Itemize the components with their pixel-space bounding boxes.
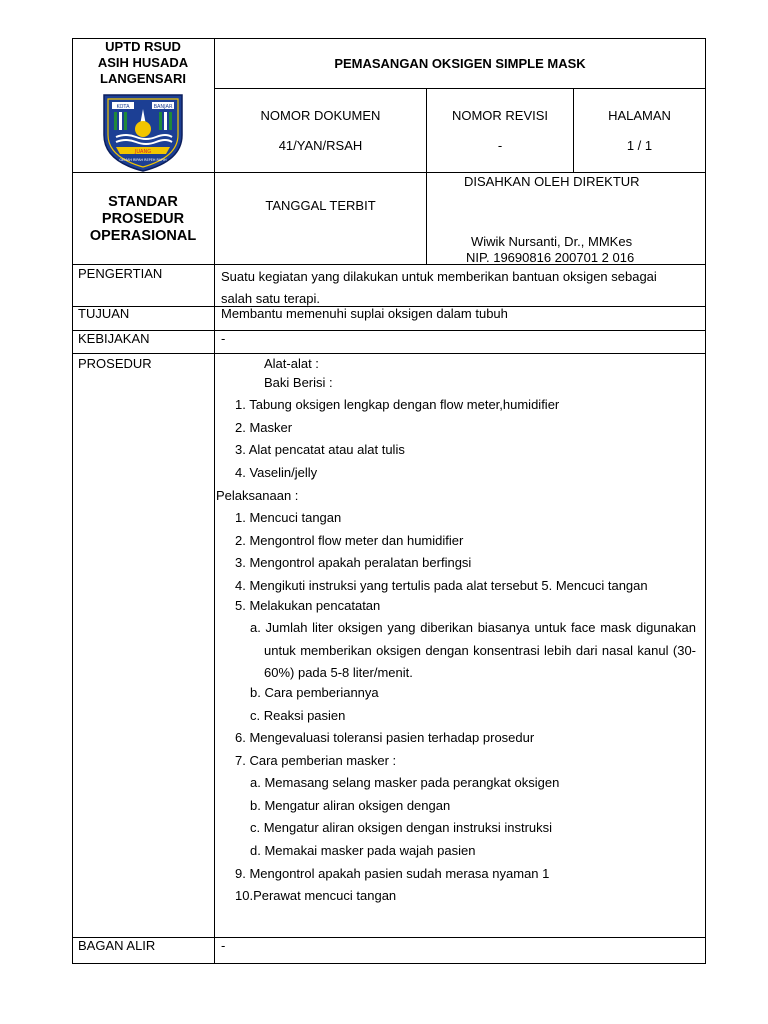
step-4-text: 4. Mengikuti instruksi yang tertulis pada alat tersebut 5. Mencuci tangan: [235, 577, 648, 593]
halaman-label: HALAMAN: [608, 108, 671, 123]
step-item: 1. Mencuci tangan: [235, 510, 342, 526]
nomor-dokumen-label: NOMOR DOKUMEN: [260, 108, 381, 123]
step-subitem: b. Mengatur aliran oksigen dengan: [250, 797, 451, 813]
org-name: [72, 39, 214, 87]
sop-label-line-3: OPERASIONAL: [89, 228, 197, 244]
step-subitem: c. Reaksi pasien: [250, 707, 346, 723]
logo-ribbon-text: JUANG: [134, 149, 152, 155]
step-subitem: a. Memasang selang masker pada perangkat oksigen: [250, 775, 560, 791]
alat-item: 1. Tabung oksigen lengkap dengan flow meter,humidifier: [235, 397, 560, 413]
step-item: 5. Melakukan pencatatan: [235, 597, 381, 613]
document-title: PEMASANGAN OKSIGEN SIMPLE MASK: [334, 56, 586, 71]
step-item: 10.Perawat mencuci tangan: [235, 888, 397, 904]
table-right-border: [705, 38, 706, 964]
sop-label: [72, 194, 214, 245]
disahkan-label: DISAHKAN OLEH DIREKTUR: [464, 174, 640, 189]
bagan-alir-text: -: [221, 938, 226, 953]
step-item: 7. Cara pemberian masker :: [235, 752, 397, 768]
row-divider-kebijakan: [72, 330, 706, 331]
logo-text-banjar: BANJAR: [153, 104, 173, 110]
sop-label-line-2: PROSEDUR: [101, 211, 185, 227]
step-subitem: [216, 617, 700, 685]
nomor-dokumen-value: 41/YAN/RSAH: [278, 138, 363, 153]
kota-banjar-logo: [102, 91, 184, 173]
bagan-alir-label: BAGAN ALIR: [78, 938, 156, 953]
nomor-revisi-value: -: [497, 138, 503, 153]
step-item: 6. Mengevaluasi toleransi pasien terhadap prosedur: [235, 730, 535, 746]
step-subitem: b. Cara pemberiannya: [250, 684, 379, 700]
tujuan-label: TUJUAN: [78, 306, 130, 321]
org-name-line-2: ASIH HUSADA: [97, 55, 189, 70]
step-subitem: d. Memakai masker pada wajah pasien: [250, 843, 476, 859]
label-column-divider: [214, 38, 215, 964]
pelaksanaan-heading: Pelaksanaan :: [216, 487, 299, 503]
halaman-value: 1 / 1: [626, 138, 653, 153]
baki-heading: Baki Berisi :: [264, 374, 333, 390]
title-row-divider: [214, 88, 706, 89]
tujuan-text: Membantu memenuhi suplai oksigen dalam tubuh: [221, 306, 508, 321]
alat-item: 4. Vaselin/jelly: [235, 464, 318, 480]
kebijakan-text: -: [221, 331, 226, 346]
direktur-nip: NIP. 19690816 200701 2 016: [466, 250, 635, 265]
logo-motto-text: GEMAH RIPAH REPEH RAPIH: [119, 158, 167, 162]
pengertian-text: Suatu kegiatan yang dilakukan untuk memberikan bantuan oksigen sebagai salah satu terapi.: [221, 269, 657, 306]
prosedur-label: PROSEDUR: [78, 356, 152, 371]
kebijakan-label: KEBIJAKAN: [78, 331, 150, 346]
alat-item: 2. Masker: [235, 419, 293, 435]
sop-label-line-1: STANDAR: [108, 194, 178, 210]
row-divider-bagan-alir: [72, 937, 706, 938]
step-5a-text: a. Jumlah liter oksigen yang diberikan biasanya untuk face mask digunakan untuk memberikan oksigen dengan konsentrasi lebih dari nasal kanul (30-60%) pada 5-8 liter/menit.: [250, 620, 696, 681]
table-left-border: [72, 38, 73, 964]
org-name-line-1: UPTD RSUD: [105, 39, 181, 54]
step-item: 9. Mengontrol apakah pasien sudah merasa nyaman 1: [235, 865, 550, 881]
step-item: [216, 575, 700, 598]
nomor-revisi-label: NOMOR REVISI: [451, 108, 549, 123]
pengertian-label: PENGERTIAN: [78, 266, 163, 281]
alat-heading: Alat-alat :: [264, 356, 319, 371]
step-item: 2. Mengontrol flow meter dan humidifier: [235, 532, 464, 548]
prosedur-content: [216, 352, 700, 911]
halaman-column-divider: [573, 88, 574, 172]
direktur-name: Wiwik Nursanti, Dr., MMKes: [471, 234, 633, 249]
alat-item: 3. Alat pencatat atau alat tulis: [235, 442, 405, 458]
org-name-line-3: LANGENSARI: [100, 71, 186, 86]
tanggal-terbit-label: TANGGAL TERBIT: [265, 198, 376, 213]
logo-sun-icon: [135, 121, 151, 137]
table-bottom-border: [72, 963, 706, 964]
step-item: 3. Mengontrol apakah peralatan berfingsi: [235, 555, 472, 571]
step-subitem: c. Mengatur aliran oksigen dengan instruksi instruksi: [250, 820, 553, 836]
logo-text-kota: KOTA: [116, 104, 130, 110]
